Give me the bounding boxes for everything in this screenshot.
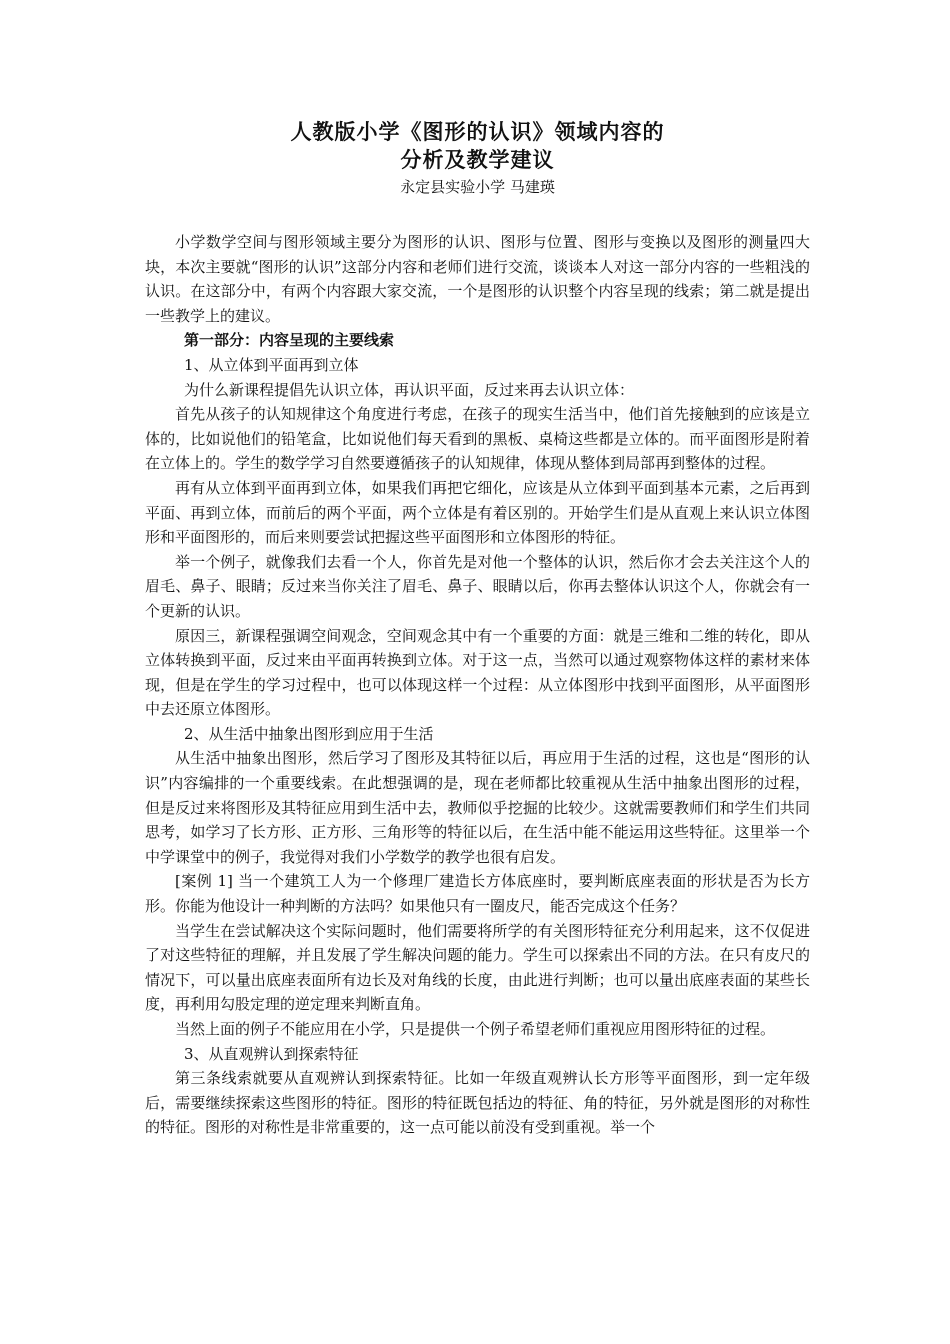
title-line-1: 人教版小学《图形的认识》领域内容的 xyxy=(290,120,665,144)
document-page xyxy=(145,118,810,1140)
paragraph-1-3: 举一个例子，就像我们去看一个人，你首先是对他一个整体的认识，然后你才会去关注这个人的眉毛、鼻子、眼睛；反过来当你关注了眉毛、鼻子、眼睛以后，你再去整体认识这个人，你就会有一个更新的认识。 xyxy=(145,552,810,620)
paragraph-2-1: 从生活中抽象出图形，然后学习了图形及其特征以后，再应用于生活的过程，这也是“图形的认识”内容编排的一个重要线索。在此想强调的是，现在老师都比较重视从生活中抽象出图形的过程，但是反过来将图形及其特征应用到生活中去，教师似乎挖掘的比较少。这就需要教师们和学生们共同思考，如学习了长方形、正方形、三角形等的特征以后，在生活中能不能运用这些特征。这里举一个中学课堂中的例子，我觉得对我们小学数学的教学也很有启发。 xyxy=(145,749,810,866)
question-line: 为什么新课程提倡先认识立体，再认识平面，反过来再去认识立体： xyxy=(184,380,635,399)
subsection-heading-2: 2、从生活中抽象出图形到应用于生活 xyxy=(184,724,434,743)
case-1-paragraph: [案例 1] 当一个建筑工人为一个修理厂建造长方体底座时，要判断底座表面的形状是否为长方形。你能为他设计一种判断的方法吗？如果他只有一圈皮尺，能否完成这个任务？ xyxy=(145,872,810,916)
section-heading-part1: 第一部分：内容呈现的主要线索 xyxy=(184,331,395,350)
paragraph-1-2: 再有从立体到平面再到立体，如果我们再把它细化，应该是从立体到平面到基本元素，之后再到平面、再到立体，而前后的两个平面，两个立体是有着区别的。开始学生们是从直观上来认识立体图形和平面图形的，而后来则要尝试把握这些平面图形和立体图形的特征。 xyxy=(145,478,810,547)
title-line-2: 分析及教学建议 xyxy=(400,148,555,172)
paragraph-2-2: 当学生在尝试解决这个实际问题时，他们需要将所学的有关图形特征充分利用起来，这不仅促进了对这些特征的理解，并且发展了学生解决问题的能力。学生可以探索出不同的方法。在只有皮尺的情况下，可以量出底座表面所有边长及对角线的长度，由此进行判断；也可以量出底座表面的某些长度，再利用勾股定理的逆定理来判断直角。 xyxy=(145,921,810,1014)
paragraph-1-4: 原因三，新课程强调空间观念，空间观念其中有一个重要的方面：就是三维和二维的转化，即从立体转换到平面，反过来由平面再转换到立体。对于这一点，当然可以通过观察物体这样的素材来体现，但是在学生的学习过程中，也可以体现这样一个过程：从立体图形中找到平面图形，从平面图形中去还原立体图形。 xyxy=(145,626,810,719)
document-title xyxy=(145,118,810,174)
author-line: 永定县实验小学 马建瑛 xyxy=(400,178,555,196)
subsection-heading-3: 3、从直观辨认到探索特征 xyxy=(184,1044,359,1063)
paragraph-2-3: 当然上面的例子不能应用在小学，只是提供一个例子希望老师们重视应用图形特征的过程。 xyxy=(175,1020,776,1038)
subsection-heading-1: 1、从立体到平面再到立体 xyxy=(184,355,359,374)
intro-paragraph: 小学数学空间与图形领域主要分为图形的认识、图形与位置、图形与变换以及图形的测量四大块，本次主要就“图形的认识”这部分内容和老师们进行交流，谈谈本人对这一部分内容的一些粗浅的认识。在这部分中，有两个内容跟大家交流，一个是图形的认识整个内容呈现的线索；第二就是提出一些教学上的建议。 xyxy=(145,233,810,325)
paragraph-1-1: 首先从孩子的认知规律这个角度进行考虑，在孩子的现实生活当中，他们首先接触到的应该是立体的，比如说他们的铅笔盒，比如说他们每天看到的黑板、桌椅这些都是立体的。而平面图形是附着在立体上的。学生的数学学习自然要遵循孩子的认知规律，体现从整体到局部再到整体的过程。 xyxy=(145,405,810,473)
paragraph-3-1: 第三条线索就要从直观辨认到探索特征。比如一年级直观辨认长方形等平面图形，到一定年级后，需要继续探索这些图形的特征。图形的特征既包括边的特征、角的特征，另外就是图形的对称性的特征。图形的对称性是非常重要的，这一点可能以前没有受到重视。举一个 xyxy=(145,1069,810,1137)
document-body xyxy=(145,230,810,1140)
